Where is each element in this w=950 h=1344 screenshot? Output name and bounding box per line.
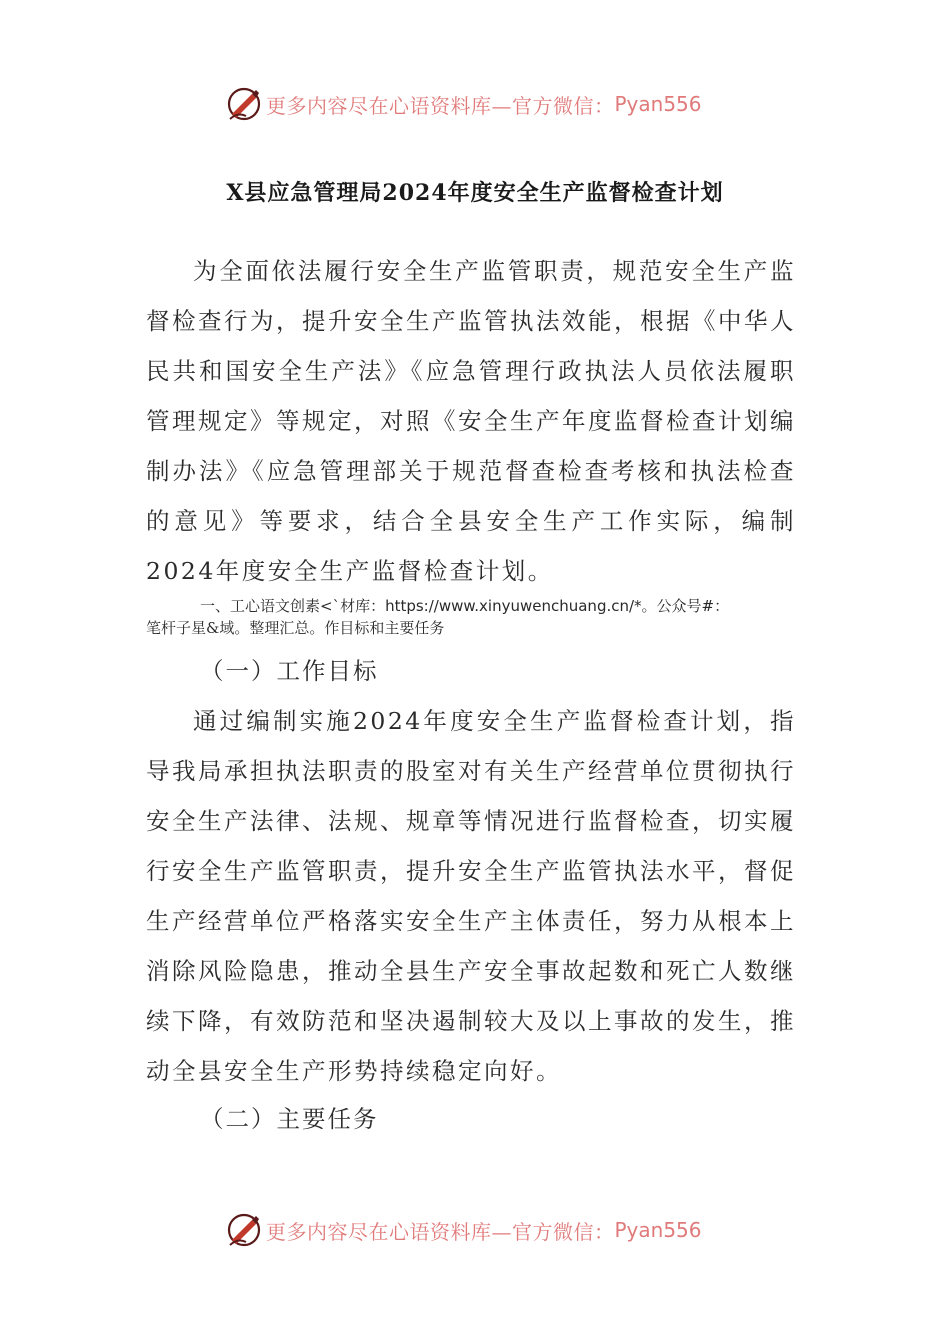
header-watermark-banner	[226, 84, 746, 124]
watermark-text: 更多内容尽在心语资料库—官方微信：	[266, 1219, 615, 1244]
goals-paragraph: 通过编制实施2024年度安全生产监督检查计划，指导我局承担执法职责的股室对有关生产经营单位贯彻执行安全生产法律、法规、规章等情况进行监督检查，切实履行安全生产监管职责，提升安全生产监管执法水平，督促生产经营单位严格落实安全生产主体责任，努力从根本上消除风险隐患，推动全县生产安全事故起数和死亡人数继续下降，有效防范和坚决遏制较大及以上事故的发生，推动全县安全生产形势持续稳定向好。	[146, 707, 796, 1085]
intro-paragraph: 为全面依法履行安全生产监管职责，规范安全生产监督检查行为，提升安全生产监管执法效能，根据《中华人民共和国安全生产法》《应急管理行政执法人员依法履职管理规定》等规定，对照《安全生产年度监督检查计划编制办法》《应急管理部关于规范督查检查考核和执法检查的意见》等要求，结合全县安全生产工作实际，编制2024年度安全生产监督检查计划。	[146, 257, 796, 585]
section-heading-goals: （一）工作目标	[200, 657, 379, 685]
footer-watermark-banner	[226, 1210, 746, 1250]
watermark-wechat-id: Pyan556	[614, 92, 702, 116]
pen-logo-icon	[226, 1212, 262, 1248]
watermark-text: 更多内容尽在心语资料库—官方微信：	[266, 93, 615, 118]
pen-logo-icon	[226, 86, 262, 122]
inserted-source-line-2: 笔杆子星&域。整理汇总。作目标和主要任务	[146, 619, 445, 637]
inserted-source-line-1: 一、工心语文创素<`材库：https://www.xinyuwenchuang.cn/*。公众号#：	[200, 597, 730, 615]
document-title: X县应急管理局2024年度安全生产监督检查计划	[226, 180, 724, 206]
watermark-wechat-id: Pyan556	[614, 1218, 702, 1242]
inserted-source-line	[146, 595, 816, 639]
section-heading-tasks: （二）主要任务	[200, 1105, 379, 1133]
source-url: https://www.xinyuwenchuang.cn/*	[385, 597, 642, 615]
